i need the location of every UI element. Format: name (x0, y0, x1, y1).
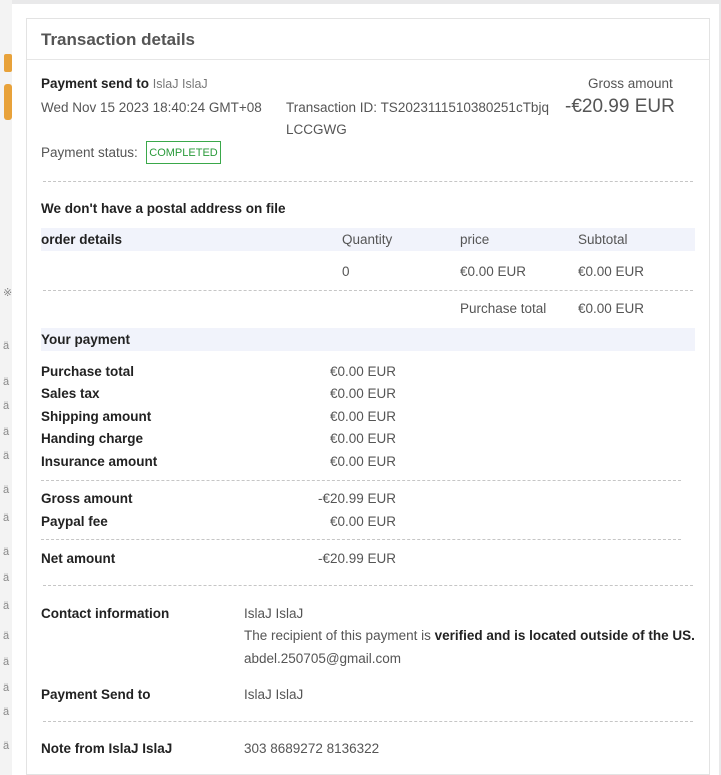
background-glyph: ä (3, 656, 10, 668)
transaction-id-label: Transaction ID: (286, 100, 378, 115)
gross-amount-row-value: -€20.99 EUR (317, 491, 396, 506)
transaction-dialog (12, 4, 719, 775)
background-glyph: ※ (3, 287, 13, 299)
payment-send-to-label: Payment send to (41, 76, 150, 91)
note-label: Note from IslaJ IslaJ (41, 741, 173, 756)
paypal-fee-value: €0.00 EUR (329, 514, 396, 529)
transaction-card (26, 18, 710, 775)
background-glyph: ä (3, 630, 10, 642)
verification-note (244, 628, 695, 643)
background-glyph: ä (3, 740, 10, 752)
background-glyph: ä (3, 600, 10, 612)
purchase-total-value: €0.00 EUR (578, 301, 645, 316)
quantity-header: Quantity (342, 232, 393, 247)
payment-send-to-row-label: Payment Send to (41, 687, 151, 702)
your-payment-heading: Your payment (41, 332, 131, 347)
background-glyph: ä (3, 376, 10, 388)
contact-name: IslaJ IslaJ (244, 606, 304, 621)
divider (41, 539, 681, 540)
payment-line-label: Insurance amount (41, 454, 158, 469)
verification-status: verified and is located outside of the US. (434, 628, 695, 643)
gross-amount-row-label: Gross amount (41, 491, 133, 506)
transaction-id-continued: LCCGWG (286, 122, 347, 137)
payment-line-value: €0.00 EUR (329, 386, 396, 401)
payment-line-label: Sales tax (41, 386, 100, 401)
payment-line-value: €0.00 EUR (329, 364, 396, 379)
page-title: Transaction details (27, 19, 709, 60)
background-glyph: ä (3, 706, 10, 718)
payment-line-value: €0.00 EUR (329, 409, 396, 424)
price-header: price (460, 232, 490, 247)
purchase-total-label: Purchase total (460, 301, 547, 316)
payment-recipient-name: IslaJ IslaJ (152, 77, 208, 91)
divider (43, 585, 693, 586)
your-payment-header-row (41, 328, 695, 351)
gross-amount-label: Gross amount (588, 76, 673, 91)
transaction-id (286, 100, 549, 115)
background-glyph: ä (3, 426, 10, 438)
paypal-fee-label: Paypal fee (41, 514, 108, 529)
payment-line-label: Purchase total (41, 364, 135, 379)
payment-line-label: Shipping amount (41, 409, 152, 424)
transaction-date: Wed Nov 15 2023 18:40:24 GMT+08 (41, 100, 262, 115)
background-glyph: ä (3, 512, 10, 524)
background-glyph: ä (3, 572, 10, 584)
divider (43, 721, 693, 722)
background-glyph: ä (3, 450, 10, 462)
background-glyph: ä (3, 546, 10, 558)
background-orange-button (4, 84, 12, 120)
background-glyph: ä (3, 484, 10, 496)
net-amount-value: -€20.99 EUR (317, 551, 396, 566)
background-glyph: ä (3, 682, 10, 694)
order-subtotal: €0.00 EUR (578, 264, 645, 279)
divider (41, 480, 681, 481)
transaction-id-value: TS2023111510380251cTbjq (380, 100, 549, 115)
background-glyph: ä (3, 400, 10, 412)
order-quantity: 0 (342, 264, 350, 279)
background-orange-button (4, 54, 12, 72)
payment-status-label: Payment status: (41, 145, 138, 160)
divider (43, 181, 693, 182)
gross-amount-value: -€20.99 EUR (565, 96, 675, 117)
subtotal-header: Subtotal (578, 232, 628, 247)
contact-information-label: Contact information (41, 606, 170, 621)
contact-email: abdel.250705@gmail.com (244, 651, 402, 666)
order-details-header: order details (41, 232, 123, 247)
note-value: 303 8689272 8136322 (244, 741, 380, 756)
payment-line-value: €0.00 EUR (329, 454, 396, 469)
verification-prefix: The recipient of this payment is (244, 628, 435, 643)
divider (43, 290, 693, 291)
payment-line-label: Handing charge (41, 431, 144, 446)
payment-send-to-line (41, 76, 208, 91)
payment-line-value: €0.00 EUR (329, 431, 396, 446)
order-price: €0.00 EUR (460, 264, 527, 279)
background-glyph: ä (3, 340, 10, 352)
net-amount-label: Net amount (41, 551, 116, 566)
postal-address-note: We don't have a postal address on file (41, 201, 286, 216)
payment-send-to-row-value: IslaJ IslaJ (244, 687, 304, 702)
status-badge: COMPLETED (146, 141, 221, 164)
